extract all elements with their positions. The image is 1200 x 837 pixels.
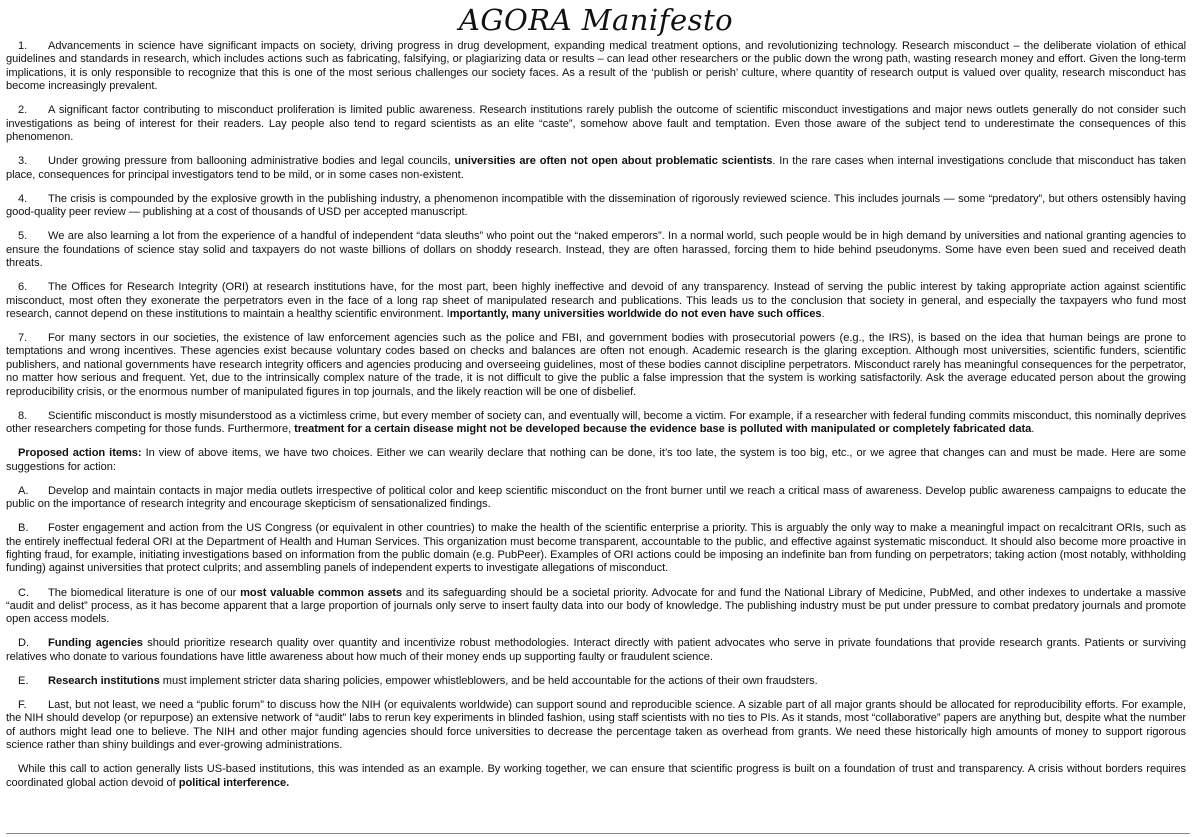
paragraph-label: 4. (18, 192, 28, 205)
emphasis-text: Funding agencies (48, 637, 143, 650)
paragraph-text: must implement stricter data sharing policies, empower whistleblowers, and be held accountable for the actions of their own fraudsters. (159, 674, 818, 687)
paragraph-text: In view of above items, we have two choices. Either we can wearily declare that nothing can be done, it’s too late, the system is too big, etc., or we agree that changes can and must be made. Here are some suggestions for action: (6, 447, 1186, 473)
manifesto-paragraph (6, 699, 1186, 753)
manifesto-paragraph (6, 40, 1186, 94)
paragraph-text: Develop and maintain contacts in major media outlets irrespective of political color and keep scientific misconduct on the front burner until we reach a critical mass of awareness. Develop public awareness campaigns to educate the public on the importance of research integrity and encourage skepticism of sensationalized findings. (6, 484, 1186, 511)
manifesto-paragraph (6, 332, 1186, 399)
paragraph-text: Foster engagement and action from the US Congress (or equivalent in other countries) to make the health of the scientific enterprise a priority. This is arguably the only way to make a meaningful impact on recalcitrant ORIs, such as the entirely ineffectual federal ORI at the Department of Health and Human Services. This organization must become transparent, accountable to the public, and effective against systematic misconduct. It should also become more proactive in fighting fraud, for example, initiating investigations based on information from the public domain (e.g. PubPeer). Examples of ORI actions could be imposing an indefinite ban from funding on perpetrators; taking action (most notably, withholding funding) against universities that protect culprits; and assembling panels of independent experts to investigate allegations of misconduct. (6, 522, 1186, 575)
paragraph-label: B. (18, 522, 29, 535)
paragraph-label: 6. (18, 281, 28, 294)
manifesto-paragraph (6, 104, 1186, 144)
manifesto-paragraph (6, 447, 1186, 474)
manifesto-paragraph (6, 281, 1186, 321)
paragraph-text: Scientific misconduct is mostly misunderstood as a victimless crime, but every member of society can, and eventually will, become a victim. For example, if a researcher with federal funding commits misconduct, this nominally deprives other researchers competing for those funds. Furthermore, (6, 409, 1186, 436)
manifesto-paragraph (6, 155, 1186, 182)
manifesto-paragraph (6, 193, 1186, 220)
paragraph-text: Advancements in science have significant impacts on society, driving progress in drug development, expanding medical treatment options, and revolutionizing technology. Research misconduct – the deliberate violation of ethical guidelines and standards in research, which includes actions such as fabricating, falsifying, or plagiarizing data or results – can lead other researchers or the public down the wrong path, wasting research money and effort. Given the long-term implications, it is only responsible to recognize that this is one of the most serious challenges our society faces. As a result of the ‘publish or perish’ culture, where quantity of research output is valued over quality, research misconduct has become increasingly prevalent. (6, 40, 1186, 93)
manifesto-body (6, 40, 1186, 790)
paragraph-text: The Offices for Research Integrity (ORI) at research institutions have, for the most part, been highly ineffective and devoid of any transparency. Instead of serving the public interest by taking appropriate action against scientific misconduct, most often they exonerate the perpetrators even in the face of a long rap sheet of manipulated research and publications. This leads us to the conclusion that society in general, and especially the taxpayers who fund most research, cannot depend on these institutions to maintain a healthy scientific environment. I (6, 281, 1186, 320)
paragraph-label: 5. (18, 230, 28, 243)
paragraph-label: E. (18, 674, 29, 687)
paragraph-text: We are also learning a lot from the experience of a handful of independent “data sleuths” who point out the “naked emperors”. In a normal world, such people would be in high demand by universities and national granting agencies to ensure the foundations of science stay solid and taxpayers do not waste billions of dollars on shoddy research. Instead, they are often harassed, forcing them to hide behind pseudonyms. Some have even been sued and received death threats. (6, 230, 1186, 270)
paragraph-text: The crisis is compounded by the explosive growth in the publishing industry, a phenomenon incompatible with the dissemination of rigorously reviewed science. This includes journals — some “predatory”, but others ostensibly having good-quality peer review — publishing at a cost of thousands of USD per accepted manuscript. (6, 192, 1186, 219)
paragraph-text: should prioritize research quality over quantity and incentivize robust methodologies. Interact directly with patient advocates who serve in private foundations that provide research grants. Patients or surviving relatives who donate to various foundations have little awareness about how much of their money ends up supporting faulty or fraudulent science. (6, 637, 1187, 663)
manifesto-paragraph (6, 587, 1186, 627)
paragraph-text: . (1031, 423, 1035, 436)
footer-divider (6, 833, 1190, 834)
emphasis-text: mportantly, many universities worldwide do not even have such offices (449, 307, 822, 320)
emphasis-text: Research institutions (48, 674, 160, 687)
paragraph-text: For many sectors in our societies, the existence of law enforcement agencies such as the police and FBI, and government bodies with prosecutorial powers (e.g., the IRS), is based on the idea that human beings are prone to temptations and wrong incentives. These agencies exist because voluntary codes based on checks and balances are often not enough. Academic research is the glaring exception. Although most universities, scientific funders, scientific publishers, and national governments have research integrity officers and agencies producing and overseeing guidelines, most of these bodies cannot discipline perpetrators. Misconduct rarely has meaningful consequences for the perpetrator, no matter how serious and frequent. Yet, due to the intrinsically complex nature of the trade, it is not difficult to give the public a false impression that the system is working satisfactorily. Ask the average educated person about the growing reproducibility crisis, or the enormous number of manipulated figures in top journals, and the likely reaction will be one of disbelief. (6, 332, 1186, 398)
paragraph-text: While this call to action generally lists US-based institutions, this was intended as an example. By working together, we can ensure that scientific progress is built on a foundation of trust and transparency. A crisis without borders requires coordinated global action devoid of (6, 763, 1186, 789)
emphasis-text: most valuable common assets (240, 586, 402, 599)
manifesto-paragraph (6, 763, 1186, 790)
paragraph-label: 7. (18, 332, 28, 345)
paragraph-text: and its safeguarding should be a societal priority. Advocate for and fund the National Library of Medicine, PubMed, and other indexes to undertake a massive “audit and delist” process, as it has become apparent that a large proportion of journals only serve to insert faulty data into our body of knowledge. The publishing industry must be put under pressure to combat predatory journals and promote open access models. (6, 586, 1186, 626)
manifesto-paragraph (6, 522, 1186, 576)
paragraph-label: 3. (18, 155, 28, 168)
emphasis-text: universities are often not open about problematic scientists (454, 155, 773, 168)
paragraph-text: Last, but not least, we need a “public forum” to discuss how the NIH (or equivalents worldwide) can support sound and reproducible science. A sizable part of all major grants should be allocated for reproducibility efforts. For example, the NIH should develop (or repurpose) an extensive network of “audit” labs to rerun key experiments in blinded fashion, using staff scientists with no ties to PIs. As it stands, most “collaborative” papers are anything but, despite what the number of authors might lead one to believe. The NIH and other major funding agencies should force universities to decrease the percentage taken as overhead from grants. We need these historically high amounts of money to support rigorous science rather than shiny buildings and ever-growing administrations. (6, 699, 1186, 752)
manifesto-paragraph (6, 230, 1186, 270)
paragraph-text: The biomedical literature is one of our (48, 586, 241, 599)
paragraph-label: 2. (18, 104, 28, 117)
document-title: AGORA Manifesto (458, 3, 734, 37)
paragraph-label: 8. (18, 409, 28, 422)
paragraph-text: . In the rare cases when internal investigations conclude that misconduct has taken place, consequences for principal investigators tend to be mild, or in some cases non-existent. (6, 155, 1186, 181)
paragraph-label: 1. (18, 40, 28, 52)
paragraph-label: F. (18, 699, 27, 712)
emphasis-text: Proposed action items: (18, 447, 142, 460)
paragraph-text: A significant factor contributing to misconduct proliferation is limited public awareness. Research institutions rarely publish the outcome of scientific misconduct investigations and major news outlets generally do not consider such investigations as being of interest for their readers. Lay people also tend to regard scientists as an elite “caste”, somehow above fault and temptation. Even those aware of the subject tend to underestimate the consequences of this phenomenon. (6, 104, 1186, 144)
manifesto-paragraph (6, 485, 1186, 512)
paragraph-text: . (821, 307, 825, 320)
manifesto-paragraph (6, 410, 1186, 437)
emphasis-text: political interference. (178, 776, 290, 789)
manifesto-paragraph (6, 637, 1186, 664)
paragraph-label: C. (18, 586, 29, 599)
paragraph-text: Under growing pressure from ballooning administrative bodies and legal councils, (48, 155, 455, 168)
manifesto-paragraph (6, 675, 1186, 688)
paragraph-label: A. (18, 484, 29, 497)
emphasis-text: treatment for a certain disease might not be developed because the evidence base is polluted with manipulated or completely fabricated data (294, 423, 1032, 436)
paragraph-label: D. (18, 637, 29, 650)
